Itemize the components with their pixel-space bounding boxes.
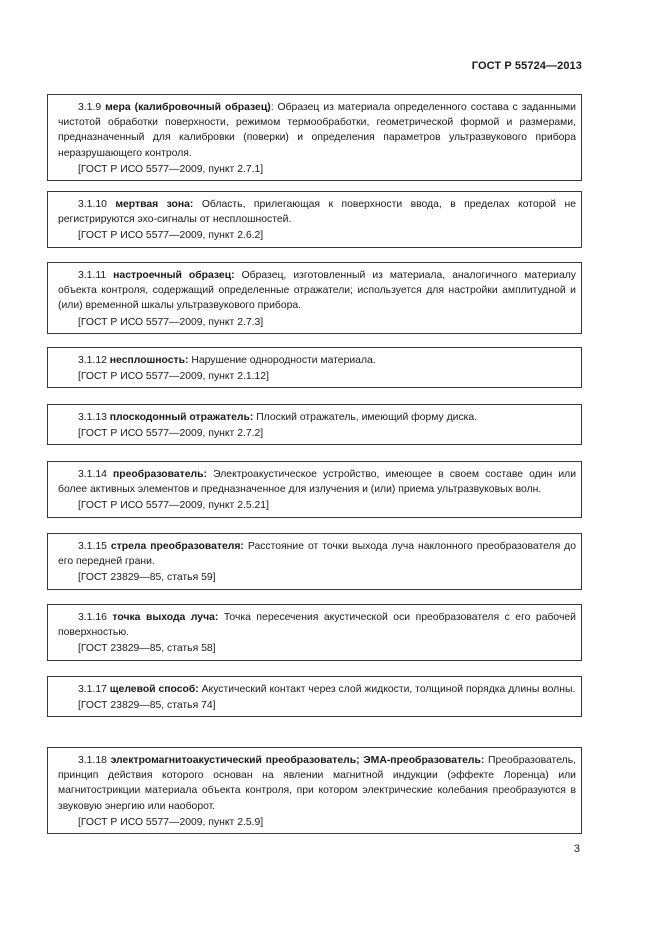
term-number: 3.1.15 — [78, 541, 107, 552]
term-text: Расстояние от точки выхода луча наклонного преобразователя до его передней грани. — [58, 541, 577, 568]
term-name: настроечный образец: — [113, 270, 235, 281]
term-number: 3.1.14 — [78, 469, 107, 480]
term-number: 3.1.10 — [78, 199, 107, 210]
term-text: Преобразователь, принцип действия которого основан на явлении магнитной индукции (эффекте Лоренца) или магнитострикции материала объекта контроля, при котором электрические колебания преобразуются в звуковую энергию или наоборот. — [58, 755, 576, 812]
page-number: 3 — [573, 843, 580, 855]
term-source: [ГОСТ Р ИСО 5577—2009, пункт 2.1.12] — [78, 371, 269, 383]
term-text: Плоский отражатель, имеющий форму диска. — [253, 412, 478, 423]
term-number: 3.1.9 — [78, 102, 102, 113]
term-definition — [58, 610, 576, 640]
term-name: мера (калибровочный образец) — [105, 102, 271, 113]
term-text: Нарушение однородности материала. — [188, 355, 376, 366]
term-text: Точка пересечения акустической оси преобразователя с его рабочей поверхностью. — [58, 612, 576, 639]
term-source: [ГОСТ Р ИСО 5577—2009, пункт 2.7.3] — [78, 316, 264, 328]
term-separator: : — [270, 102, 274, 113]
term-entry-3-1-17 — [47, 676, 582, 717]
term-definition — [58, 410, 576, 425]
term-name: стрела преобразователя: — [110, 541, 244, 552]
term-text: Образец из материала определенного состава с заданными чистотой обработки поверхности, режимом термообработки, геометрической формой и размерами, предназначенный для калибровки (поверки) и определения параметров ультразвукового прибора неразрушающего контроля. — [58, 102, 576, 159]
term-entry-3-1-10 — [47, 191, 582, 248]
term-entry-3-1-15 — [47, 533, 582, 590]
term-name: плоскодонный отражатель: — [109, 412, 254, 423]
term-number: 3.1.18 — [78, 755, 107, 766]
term-source: [ГОСТ Р ИСО 5577—2009, пункт 2.6.2] — [78, 230, 264, 242]
term-source: [ГОСТ 23829—85, статья 59] — [78, 572, 216, 584]
term-entry-3-1-11 — [47, 262, 582, 334]
term-definition — [58, 353, 576, 368]
term-number: 3.1.11 — [78, 270, 107, 281]
term-name: преобразователь: — [112, 469, 208, 480]
term-text: Область, прилегающая к поверхности ввода, в пределах которой не регистрируются эхо-сигналы от несплошностей. — [58, 199, 577, 226]
term-text: Образец, изготовленный из материала, аналогичного материалу объекта контроля, содержащий определенные отражатели; используется для настройки амплитудной и (или) временной шкалы ультразвукового прибора. — [58, 270, 577, 312]
term-source: [ГОСТ 23829—85, статья 58] — [78, 643, 216, 655]
term-entry-3-1-16 — [47, 604, 582, 661]
term-name: электромагнитоакустический преобразователь; ЭМА-преобразователь: — [110, 755, 485, 766]
term-number: 3.1.16 — [78, 612, 107, 623]
term-number: 3.1.12 — [78, 355, 107, 366]
term-definition — [58, 268, 576, 314]
term-name: мертвая зона: — [115, 199, 194, 210]
term-source: [ГОСТ Р ИСО 5577—2009, пункт 2.7.2] — [78, 428, 264, 440]
term-definition — [58, 753, 576, 814]
term-number: 3.1.17 — [78, 684, 107, 695]
term-entry-3-1-9 — [47, 94, 582, 181]
term-entry-3-1-13 — [47, 404, 582, 445]
term-entry-3-1-14 — [47, 461, 582, 518]
term-text: Акустический контакт через слой жидкости, толщиной порядка длины волны. — [198, 684, 576, 695]
document-id-header: ГОСТ Р 55724—2013 — [471, 60, 582, 72]
term-text: Электроакустическое устройство, имеющее в своем составе один или более активных элементов и предназначенное для излучения и (или) приема ультразвуковых волн. — [58, 469, 577, 496]
term-name: щелевой способ: — [109, 684, 199, 695]
term-definition — [58, 467, 576, 497]
term-entry-3-1-18 — [47, 747, 582, 834]
term-source: [ГОСТ Р ИСО 5577—2009, пункт 2.5.21] — [78, 500, 269, 512]
term-definition — [58, 100, 576, 161]
term-definition — [58, 197, 576, 227]
term-name: несплошность: — [109, 355, 189, 366]
term-source: [ГОСТ 23829—85, статья 74] — [78, 700, 216, 712]
term-number: 3.1.13 — [78, 412, 107, 423]
term-definition — [58, 682, 576, 697]
term-source: [ГОСТ Р ИСО 5577—2009, пункт 2.7.1] — [78, 163, 264, 175]
term-name: точка выхода луча: — [112, 612, 219, 623]
term-definition — [58, 539, 576, 569]
term-source: [ГОСТ Р ИСО 5577—2009, пункт 2.5.9] — [78, 816, 264, 828]
term-entry-3-1-12 — [47, 347, 582, 388]
